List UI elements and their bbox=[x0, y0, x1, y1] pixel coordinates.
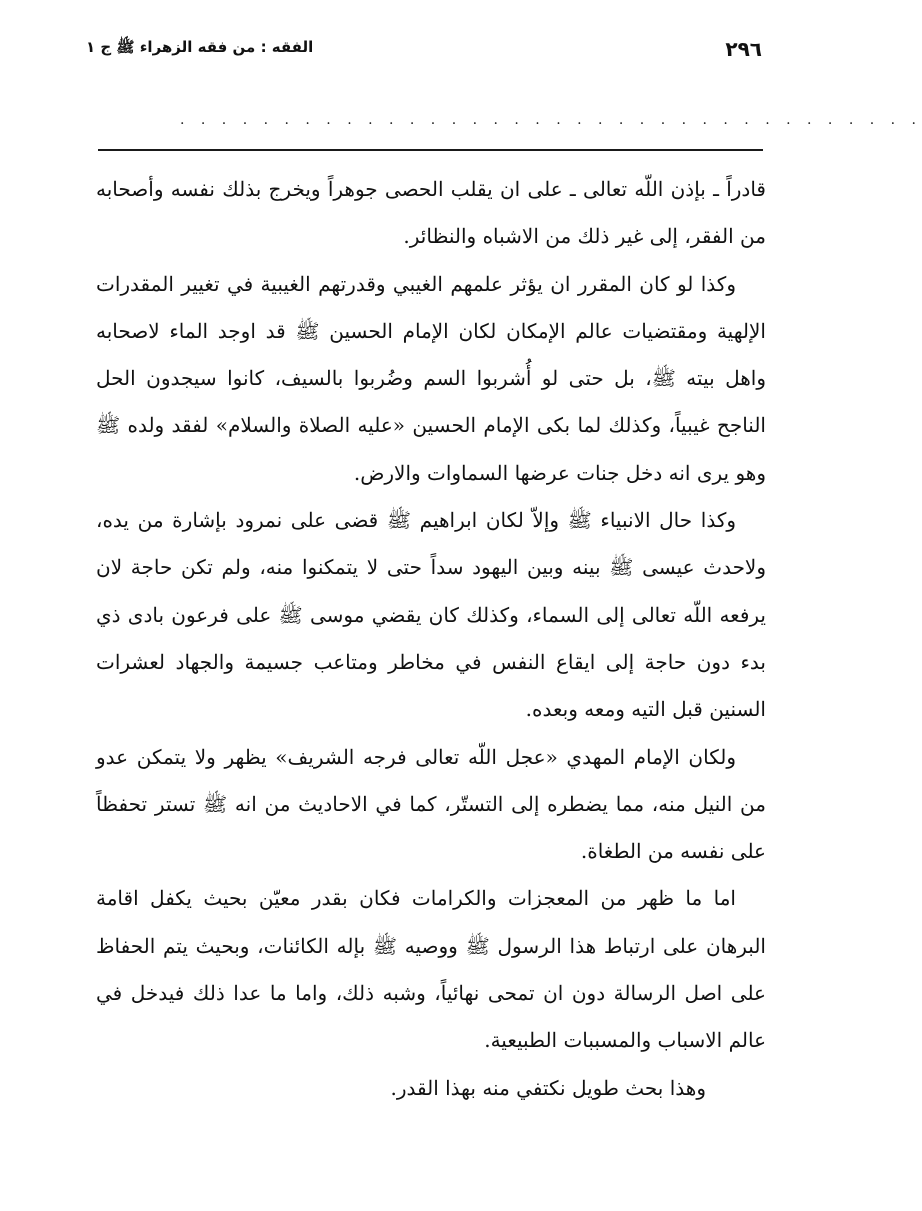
paragraph-3: وكذا حال الانبياء ﷺ وإلاّ لكان ابراهيم ﷺ قضى على نمرود بإشارة من يده، ولاحدث عيسى ﷺ بينه وبين اليهود سداً حتى لا يتمكنوا منه، ولم تكن حاجة لان يرفعه اللّه تعالى إلى السماء، وكذلك كان يقضي موسى ﷺ على فرعون بادى ذي بدء دون حاجة إلى ايقاع النفس في مخاطر ومتاعب جسيمة والجهاد لعشرات السنين قبل التيه ومعه وبعده. bbox=[96, 508, 766, 722]
running-header bbox=[86, 34, 762, 64]
paragraph-2: وكذا لو كان المقرر ان يؤثر علمهم الغيبي وقدرتهم الغيبية في تغيير المقدرات الإلهية ومقتضيات عالم الإمكان لكان الإمام الحسين ﷺ قد اوجد الماء لاصحابه واهل بيته ﷺ، بل حتى لو أُشربوا السم وضُربوا بالسيف، كانوا سيجدون الحل الناجح غيبياً، وكذلك لما بكى الإمام الحسين «عليه الصلاة والسلام» لفقد ولده ﷺ وهو يرى انه دخل جنات عرضها السماوات والارض. bbox=[96, 271, 766, 485]
horizontal-rule bbox=[98, 149, 763, 151]
book-title: الفقه : من فقه الزهراء ﷺ ج ١ bbox=[86, 38, 314, 56]
paragraph-6: وهذا بحث طويل نكتفي منه بهذا القدر. bbox=[390, 1075, 706, 1100]
paragraph-5: اما ما ظهر من المعجزات والكرامات فكان بقدر معيّن بحيث يكفل اقامة البرهان على ارتباط هذا الرسول ﷺ ووصيه ﷺ بإله الكائنات، وبحيث يتم الحفاظ على اصل الرسالة دون ان تمحى نهائياً، وشبه ذلك، واما ما عدا ذلك فيدخل في عالم الاسباب والمسببات الطبيعية. bbox=[96, 886, 766, 1053]
page-body bbox=[96, 166, 766, 1112]
footnote-separator-dots: . . . . . . . . . . . . . . . . . . . . . . . . . . . . . . . . . . . . bbox=[180, 112, 922, 128]
paragraph-4: ولكان الإمام المهدي «عجل اللّه تعالى فرجه الشريف» يظهر ولا يتمكن عدو من النيل منه، مما يضطره إلى التستّر، كما في الاحاديث من انه ﷺ تستر تحفظاً على نفسه من الطغاة. bbox=[96, 744, 766, 864]
paragraph-1: قادراً ـ بإذن اللّه تعالى ـ على ان يقلب الحصى جوهراً ويخرج بذلك نفسه وأصحابه من الفقر، إلى غير ذلك من الاشباه والنظائر. bbox=[96, 177, 766, 249]
page-number: ٢٩٦ bbox=[725, 37, 762, 61]
